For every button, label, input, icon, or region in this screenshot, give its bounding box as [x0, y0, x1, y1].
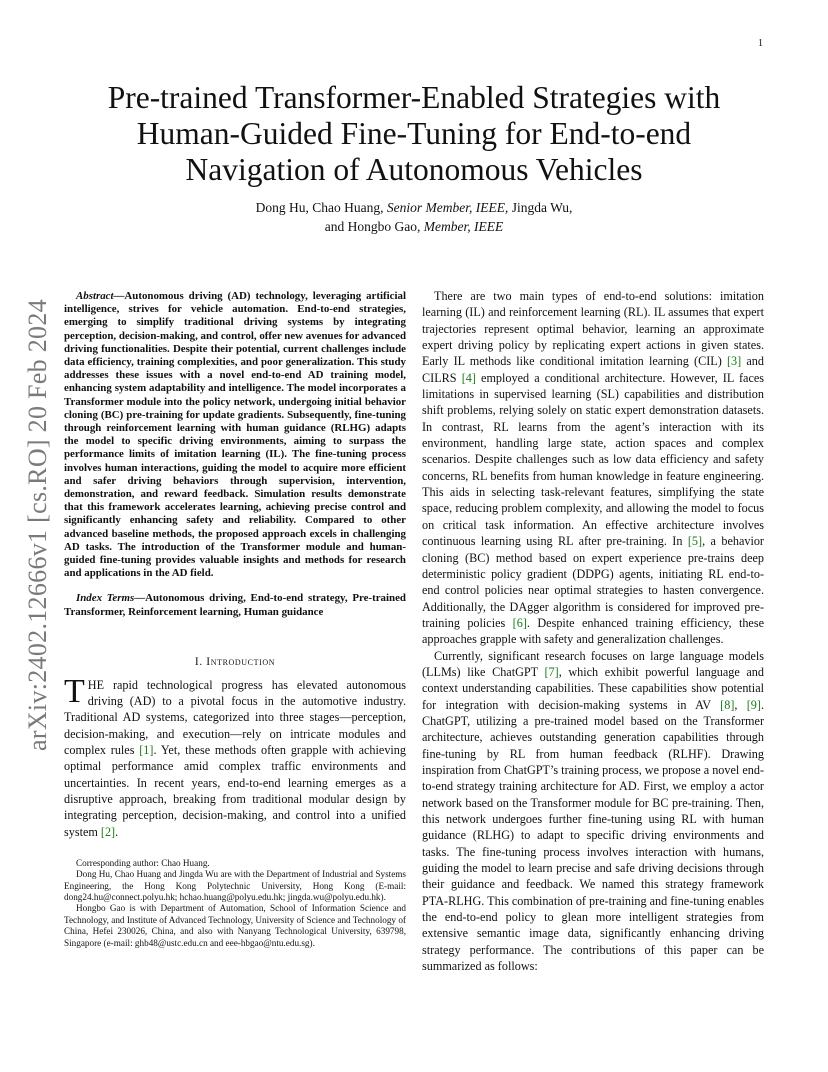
intro-paragraph: THE rapid technological progress has elevated autonomous driving (AD) to a pivotal focus in the automotive industry. Traditional AD systems, categorized into three stages—perception, decision-making, and execution—rely on intricate modules and complex rules [1]. Yet, these methods often grapple with achieving optimal performance amid complex traffic environments and uncertainties. In recent years, end-to-end learning emerges as a disruptive approach, breaking from traditional modular design by integrating perception, decision-making, and control into a unified system [2]. — [64, 672, 406, 839]
footnotes — [64, 858, 406, 949]
citation-link[interactable]: [2] — [100, 824, 116, 839]
body-paragraph: There are two main types of end-to-end solutions: imitation learning (IL) and reinforcement learning (RL). IL assumes that expert trajectories represent optimal behavior, learning an approximate expert driving policy by replicating expert actions in given states. Early IL methods like conditional imitation learning (CIL) [3] and CILRS [4] employed a conditional architecture. However, IL faces limitations in supervised learning (SL) capabilities and distribution shift problems, relying solely on static expert demonstration datasets. In contrast, RL learns from the agent’s interaction with its environment, handling large state, action spaces and complex scenarios. Despite challenges such as low data efficiency and safety concerns, RL benefits from human knowledge in feature engineering. This aids in selecting task-relevant features, simplifying the state space, reducing problem complexity, and allowing the model to focus on critical task information. An effective architecture involves continuous learning using RL after pre-training. In [5], a behavior cloning (BC) method based on expert experience pre-trains deep deterministic policy gradient (DDPG) agents, initiating RL end-to-end control policies near optimal strategies to hasten convergence. Additionally, the DAgger algorithm is considered for improved pre-training policies [6]. Despite enhanced training efficiency, these approaches grapple with safety and generalization challenges. — [422, 289, 764, 647]
abstract-text: —Autonomous driving (AD) technology, leveraging artificial intelligence, strives for vehicle automation. End-to-end strategies, emerging to simplify traditional driving systems by integrating perception, decision-making, and control, offer new avenues for advanced driving functionalities. Despite their potential, current challenges include data efficiency, training complexities, and poor generalization. This study addresses these issues with a novel end-to-end AD training model, enhancing system adaptability and intelligence. The model incorporates a Transformer module into the policy network, undergoing initial behavior cloning (BC) pre-training for update gradients. Subsequently, fine-tuning through reinforcement learning with human guidance (RLHG) adapts the model to specific driving environments, aiming to surpass the performance limits of imitation learning (IL). The fine-tuning process involves human interactions, guiding the model to acquire more efficient and safer driving behaviors through supervision, intervention, demonstration, and reward feedback. Simulation results demonstrate that this framework accelerates learning, achieving precise control and significantly enhancing safety and reliability. Compared to other advanced baseline methods, the proposed approach excels in challenging AD tasks. The introduction of the Transformer module and human-guided fine-tuning provides valuable insights and methods for research and applications in the AD field. — [64, 290, 406, 580]
abstract-label: Abstract — [76, 290, 114, 302]
citation-link[interactable]: [5] — [687, 534, 703, 549]
author-line: and Hongbo Gao, Member, IEEE — [324, 219, 504, 234]
title-line: Navigation of Autonomous Vehicles — [185, 152, 643, 187]
body-paragraph: Currently, significant research focuses on large language models (LLMs) like ChatGPT [7], which exhibit powerful language and context understanding capabilities. These capabilities show potential for integration with decision-making systems in AV [8], [9]. ChatGPT, utilizing a pre-trained model based on the Transformer architecture, achieves outstanding generation capabilities through fine-tuning by RL from human feedback (RLHF). Drawing inspiration from ChatGPT’s training process, we propose a novel end-to-end strategy training architecture for AD. First, we employ a actor network based on the Transformer module for BC pre-training. Then, this network undergoes further fine-tuning using RL with human guidance (RLHG) to adapt to specific driving environments and tasks. The fine-tuning process involves interaction with humans, guiding the model to learn precise and safe driving decisions through their guidance and feedback. We named this strategy framework PTA-RLHG. This combination of pre-training and fine-tuning enables the end-to-end policy to glean more intelligent strategies from extensive semantic image data, significantly enhancing driving strategy performance. The contributions of this paper can be summarized as follows: — [422, 648, 765, 974]
citation-link[interactable]: [8] — [720, 697, 735, 712]
title-line: Human-Guided Fine-Tuning for End-to-end — [136, 116, 692, 151]
citation-link[interactable]: [7] — [544, 664, 559, 679]
citation-link[interactable]: [6] — [512, 615, 527, 630]
index-terms-label: Index Terms — [76, 592, 135, 605]
left-column — [64, 290, 406, 949]
citation-link[interactable]: [3] — [726, 354, 742, 369]
arxiv-identifier: arXiv:2402.12666v1 [cs.RO] 20 Feb 2024 — [23, 299, 52, 751]
footnote: Dong Hu, Chao Huang and Jingda Wu are with the Department of Industrial and Systems Engineering, the Hong Kong Polytechnic University, Hong Kong (E-mail: dong24.hu@connect.polyu.hk; hchao.huang@polyu.edu.hk; jingda.wu@polyu.edu.hk). — [64, 869, 406, 903]
citation-link[interactable]: [1] — [139, 743, 154, 758]
citation-link[interactable]: [9] — [746, 697, 761, 712]
author-line: Dong Hu, Chao Huang, Senior Member, IEEE, Jingda Wu, — [255, 200, 573, 215]
citation-link[interactable]: [4] — [461, 370, 476, 385]
right-column — [422, 288, 764, 974]
author-list — [100, 198, 728, 236]
index-terms — [64, 592, 406, 618]
page-number: 1 — [758, 38, 763, 49]
paper-title — [60, 80, 768, 188]
abstract — [64, 290, 406, 580]
title-line: Pre-trained Transformer-Enabled Strategies with — [107, 80, 721, 115]
footnote: Corresponding author: Chao Huang. — [76, 857, 210, 868]
section-heading: I. Introduction — [194, 655, 276, 668]
drop-cap: T — [64, 672, 85, 710]
footnote: Hongbo Gao is with Department of Automation, School of Information Science and Technology, and Institute of Advanced Technology, University of Science and Technology of China, Hefei 230026, China, and also with Nanyang Technological University, 639798, Singapore (e-mail: ghb48@ustc.edu.cn and eee-hbgao@ntu.edu.sg). — [64, 903, 406, 948]
index-terms-text: —Autonomous driving, End-to-end strategy, Pre-trained Transformer, Reinforcement learning, Human guidance — [64, 592, 406, 618]
